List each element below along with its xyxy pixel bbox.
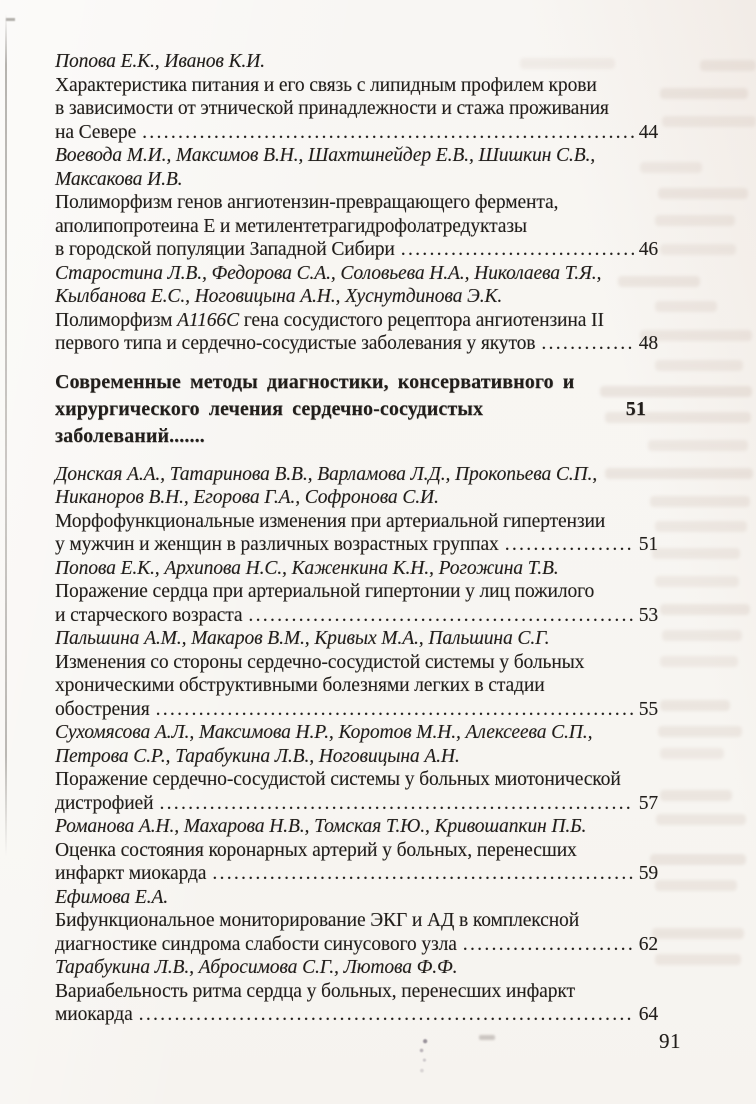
toc-entry-last-line (55, 533, 658, 557)
toc-entry-title-line (55, 309, 658, 333)
toc-entry-last-line (55, 332, 658, 356)
toc-entry (55, 721, 658, 815)
toc-entry-last-line (55, 238, 658, 262)
toc-entry-last-line (55, 933, 658, 957)
dot-leader (505, 533, 634, 557)
toc-entry-title-line: Вариабельность ритма сердца у больных, перенесших инфаркт (55, 980, 575, 1002)
section-heading-page-number: 51 (625, 397, 646, 420)
toc-entry-title-end: и старческого возраста (55, 604, 243, 626)
bleed-through-mark (656, 814, 746, 825)
toc-entry-authors: Никаноров В.Н., Егорова Г.А., Софронова С.И. (55, 487, 439, 508)
toc-entry-title-end: в городской популяции Западной Сибири (55, 239, 395, 260)
toc-entry-page-number: 46 (638, 239, 658, 260)
dot-leader (212, 862, 633, 886)
bleed-through-mark (655, 954, 741, 965)
bleed-through-mark (655, 880, 737, 891)
toc-entry-authors: Петрова С.Р., Тарабукина Л.В., Ноговицына А.Н. (55, 745, 460, 767)
bleed-through-mark (658, 726, 742, 737)
bleed-through-mark (658, 188, 748, 199)
bleed-through-mark (662, 116, 756, 127)
toc-entry-title-line: Оценка состояния коронарных артерий у больных, перенесших (55, 839, 577, 861)
toc-entry-authors: Тарабукина Л.В., Абросимова С.Г., Лютова Ф.Ф. (55, 957, 458, 978)
toc-entry-authors: Ефимова Е.А. (55, 886, 169, 908)
toc-entry-title-end: обострения (55, 698, 150, 720)
bleed-through-mark (660, 656, 738, 667)
toc-entry-title-end: диагностике синдрома слабости синусового узла (55, 933, 457, 955)
toc-entry-authors: Пальшина А.М., Макаров В.М., Кривых М.А., Пальшина С.Г. (55, 628, 550, 649)
toc-entry (55, 144, 658, 262)
toc-content (55, 50, 658, 1027)
toc-entry-authors: Кылбанова Е.С., Ноговицына А.Н., Хуснутдинова Э.К. (55, 286, 503, 307)
toc-entry-page-number: 55 (638, 698, 658, 720)
section-heading (55, 369, 658, 450)
toc-entry-authors: Максакова И.В. (55, 168, 183, 190)
scan-artifact-mark (479, 1035, 495, 1040)
bleed-through-mark (660, 244, 736, 255)
toc-entry-authors: Попова Е.К., Архипова Н.С., Каженкина К.Н., Рогожина Т.В. (55, 557, 559, 579)
scan-artifact-corner-mark (6, 18, 15, 21)
bleed-through-mark (660, 88, 748, 99)
toc-entry-page-number: 48 (638, 333, 658, 354)
toc-entry-title-line: Морфофункциональные изменения при артериальной гипертензии (55, 510, 606, 532)
toc-entry-title-end: на Севере (55, 121, 137, 143)
toc-entry-last-line (55, 604, 658, 628)
bleed-through-mark (652, 548, 740, 559)
gene-name-italic: А1166С (177, 309, 239, 331)
dot-leader (142, 121, 634, 145)
toc-entry (55, 557, 658, 628)
toc-entry-title-line: Бифункциональное мониторирование ЭКГ и АД в комплексной (55, 910, 580, 931)
toc-entry-authors: Донская А.А., Татаринова В.В., Варламова Л.Д., Прокопьева С.П., (55, 463, 598, 485)
toc-entry-title-line: Поражение сердца при артериальной гипертонии у лиц пожилого (55, 581, 595, 602)
toc-entry (55, 627, 658, 721)
dot-leader (159, 792, 633, 816)
dot-leader (139, 1003, 634, 1027)
toc-entry-title-line: аполипопротеина Е и метилентетрагидрофолатредуктазы (55, 215, 527, 237)
toc-entry (55, 886, 658, 957)
page-number: 91 (659, 1029, 681, 1053)
toc-entry-last-line (55, 792, 658, 816)
bleed-through-mark (650, 496, 750, 507)
bleed-through-mark (650, 854, 746, 865)
toc-entry (55, 956, 658, 1027)
bleed-through-mark (660, 748, 724, 759)
toc-entry-title-line: Полиморфизм генов ангиотензин-превращающего фермента, (55, 192, 559, 213)
section-heading-line1: Современные методы диагностики, консервативного и (55, 370, 575, 393)
dot-leader (401, 238, 634, 262)
bleed-through-mark (655, 215, 735, 226)
toc-entry-title-line: Поражение сердечно-сосудистой системы у больных миотонической (55, 769, 621, 790)
toc-entry-last-line (55, 698, 658, 722)
bleed-through-mark (700, 60, 756, 71)
dot-leader (463, 933, 634, 957)
toc-entry-page-number: 57 (638, 792, 658, 814)
bleed-through-mark (652, 928, 744, 939)
title-text: гена сосудистого рецептора ангиотензина II (238, 309, 604, 331)
scan-artifact-vertical-line (5, 14, 7, 856)
toc-entry-title-end: у мужчин и женщин в различных возрастных группах (55, 534, 499, 555)
toc-entry-authors: Романова А.Н., Махарова Н.В., Томская Т.Ю., Кривошапкин П.Б. (55, 816, 587, 837)
dot-leader (156, 698, 634, 722)
toc-entry-page-number: 62 (638, 933, 658, 955)
toc-entry-last-line (55, 1003, 658, 1027)
toc-entry-title-end: инфаркт миокарда (55, 863, 207, 884)
toc-entry (55, 815, 658, 886)
toc-entry-page-number: 64 (638, 1004, 658, 1025)
bleed-through-mark (655, 301, 717, 312)
toc-entry-authors: Старостина Л.В., Федорова С.А., Соловьева Н.А., Николаева Т.Я., (55, 262, 602, 284)
section-heading-line2 (55, 396, 658, 450)
bleed-through-mark (648, 440, 748, 451)
toc-entry (55, 50, 658, 144)
toc-entry-page-number: 44 (638, 121, 658, 143)
dot-leader (541, 332, 633, 356)
toc-entry (55, 463, 658, 557)
toc-entry-title-end: миокарда (55, 1004, 133, 1025)
bleed-through-mark (660, 790, 732, 801)
toc-entry-title-line: Характеристика питания и его связь с липидным профилем крови (55, 74, 597, 96)
dot-leader (248, 604, 633, 628)
bleed-through-mark (662, 630, 742, 641)
title-text: Полиморфизм (55, 309, 178, 331)
toc-entry-title-line: Изменения со стороны сердечно-сосудистой системы у больных (55, 651, 585, 673)
toc-entry-authors: Попова Е.К., Иванов К.И. (55, 51, 265, 72)
toc-entry-authors: Воевода М.И., Максимов В.Н., Шахтшнейдер Е.В., Шишкин С.В., (55, 145, 596, 166)
toc-entry-last-line (55, 121, 658, 145)
bleed-through-mark (655, 521, 747, 532)
bleed-through-mark (655, 360, 743, 371)
scan-artifact-smudge (414, 1037, 432, 1079)
bleed-through-mark (655, 576, 739, 587)
toc-entry-title-line: в зависимости от этнической принадлежности и стажа проживания (55, 98, 609, 119)
toc-entry-authors: Сухомясова А.Л., Максимова Н.Р., Коротов М.Н., Алексеева С.П., (55, 722, 593, 743)
toc-entry-page-number: 59 (638, 863, 658, 884)
bleed-through-mark (660, 604, 750, 615)
toc-entry-page-number: 51 (638, 534, 658, 555)
toc-entry (55, 262, 658, 356)
toc-entry-title-end: первого типа и сердечно-сосудистые заболевания у якутов (55, 333, 536, 354)
toc-entry-title-end: дистрофией (55, 792, 154, 814)
toc-entry-last-line (55, 862, 658, 886)
toc-entry-title-line: хроническими обструктивными болезнями легких в стадии (55, 675, 545, 696)
bleed-through-mark (660, 700, 730, 711)
section-heading-text: хирургического лечения сердечно-сосудистых заболеваний....... (55, 397, 484, 447)
toc-entry-page-number: 53 (638, 604, 658, 626)
